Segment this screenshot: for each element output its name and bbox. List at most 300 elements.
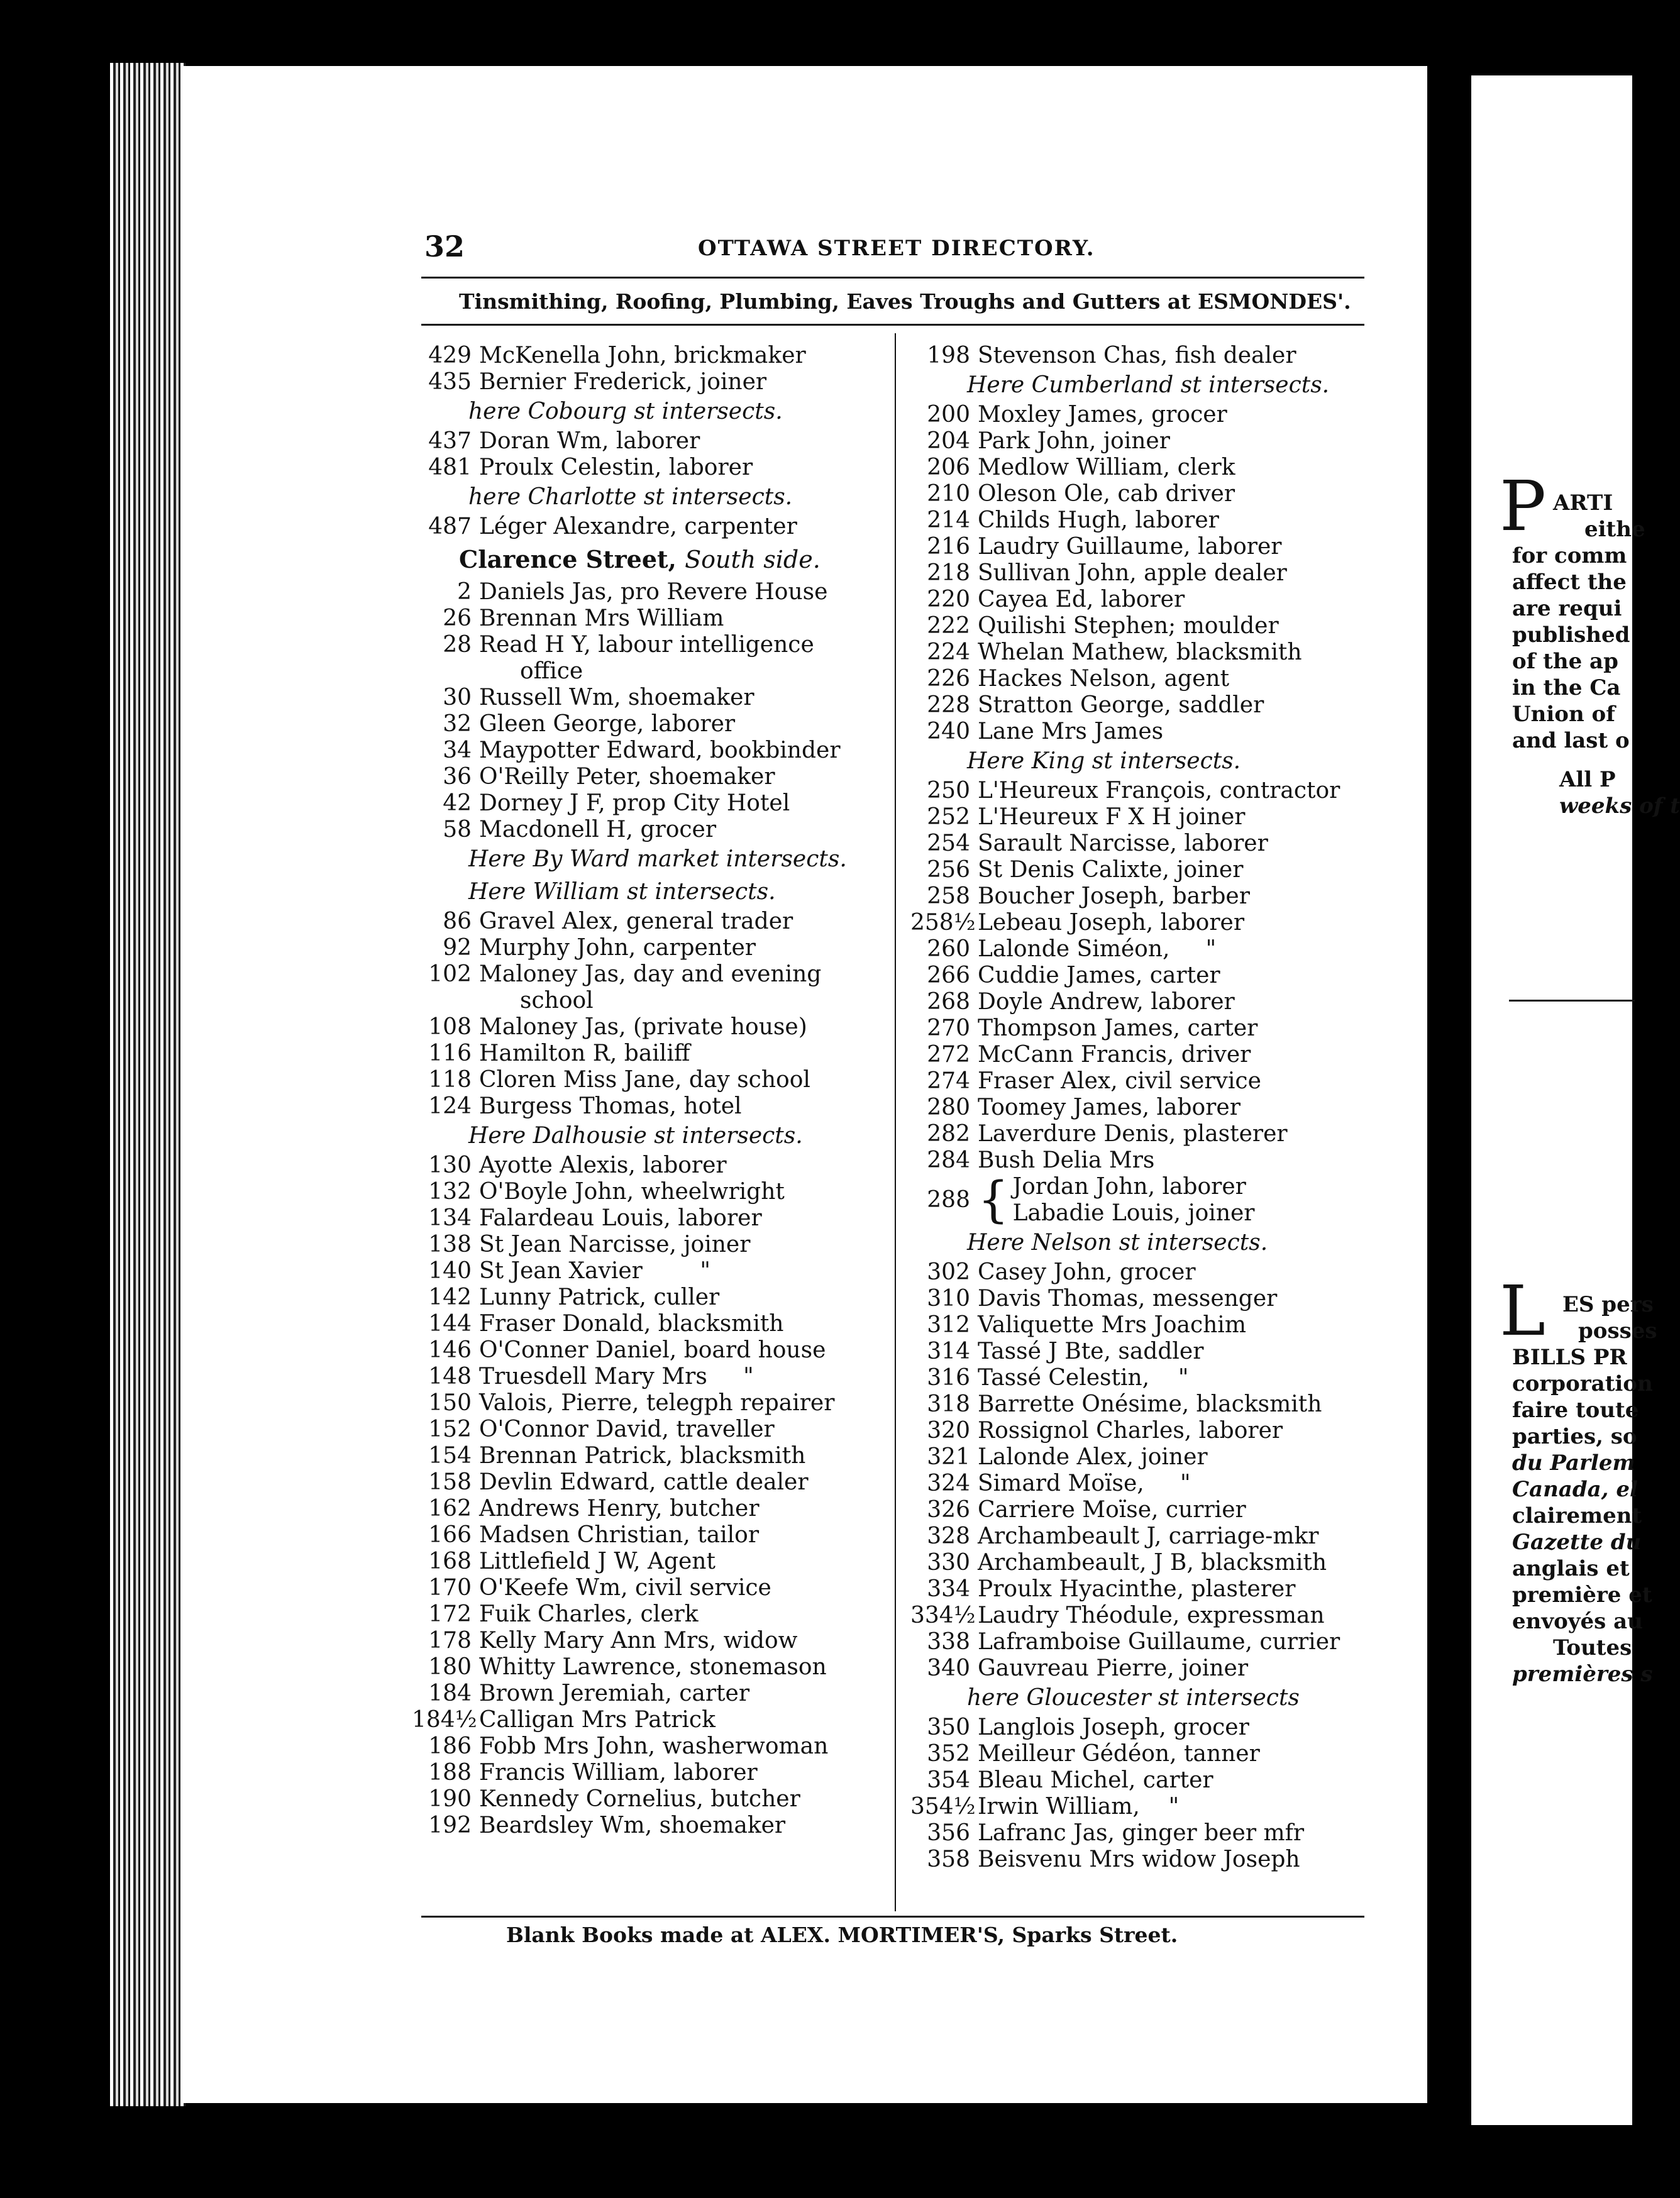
entry-text: Whitty Lawrence, stonemason — [479, 1654, 827, 1680]
entry-text: Laverdure Denis, plasterer — [978, 1121, 1288, 1147]
adjacent-text-line: faire toute — [1512, 1398, 1639, 1423]
directory-entry — [412, 455, 890, 481]
entry-text: Lalonde Alex, joiner — [978, 1444, 1208, 1470]
adjacent-text-line: Gazette du — [1512, 1530, 1642, 1555]
entry-number: 350 — [927, 1715, 970, 1740]
adjacent-text-line: envoyés au — [1512, 1609, 1643, 1634]
entry-number: 284 — [927, 1147, 970, 1173]
directory-entry — [910, 778, 1363, 804]
directory-entry — [412, 1014, 890, 1041]
entry-text: Doran Wm, laborer — [479, 428, 700, 454]
directory-entry — [412, 1337, 890, 1364]
adjacent-page — [1471, 75, 1680, 2125]
entry-text: Thompson James, carter — [978, 1015, 1258, 1041]
entry-number: 204 — [927, 428, 970, 454]
entry-text: Maloney Jas, (private house) — [479, 1014, 807, 1040]
entry-text: Davis Thomas, messenger — [978, 1286, 1278, 1312]
entry-number: 28 — [443, 632, 472, 658]
entry-number: 352 — [927, 1741, 970, 1767]
entry-number: 132 — [428, 1179, 472, 1205]
entry-text: O'Conner Daniel, board house — [479, 1337, 826, 1363]
adjacent-text-line: weeks of t — [1559, 793, 1680, 819]
entry-number: 270 — [927, 1015, 970, 1041]
entry-number: 328 — [927, 1523, 970, 1549]
entry-number: 180 — [428, 1654, 472, 1680]
entry-text: Cuddie James, carter — [978, 963, 1220, 988]
entry-text: Gleen George, laborer — [479, 711, 736, 737]
entry-number: 216 — [927, 534, 970, 560]
entry-number: 280 — [927, 1095, 970, 1120]
entry-text: Russell Wm, shoemaker — [479, 685, 754, 710]
entry-text: Boucher Joseph, barber — [978, 883, 1250, 909]
entry-number: 224 — [927, 639, 970, 665]
entry-text: McKenella John, brickmaker — [479, 343, 806, 368]
entry-number: 116 — [428, 1041, 472, 1066]
entry-number: 321 — [927, 1444, 970, 1470]
directory-entry — [412, 1469, 890, 1496]
entry-number: 58 — [443, 817, 472, 842]
entry-text: Quilishi Stephen; moulder — [978, 613, 1279, 639]
directory-entry — [412, 1522, 890, 1549]
street-side: South side. — [685, 546, 821, 573]
directory-entry — [412, 1733, 890, 1760]
entry-text: Proulx Celestin, laborer — [479, 455, 753, 480]
entry-text: Littlefield J W, Agent — [479, 1549, 716, 1574]
adjacent-text-line: eithe — [1584, 517, 1645, 542]
brace-glyph: { — [978, 1172, 1009, 1229]
cross-street-note: Here William st intersects. — [468, 879, 776, 905]
entry-text: Calligan Mrs Patrick — [479, 1707, 716, 1733]
entry-number: 356 — [927, 1820, 970, 1846]
entry-text: Casey John, grocer — [978, 1259, 1196, 1285]
entry-text: Cloren Miss Jane, day school — [479, 1067, 810, 1093]
adjacent-text-line: ES pers — [1562, 1292, 1654, 1317]
entry-text: Beisvenu Mrs widow Joseph — [978, 1847, 1300, 1872]
directory-entry — [910, 1365, 1363, 1391]
directory-entry — [910, 560, 1363, 587]
directory-entry — [412, 1760, 890, 1786]
entry-number: 188 — [428, 1760, 472, 1786]
directory-entry — [910, 507, 1363, 534]
entry-text: Fraser Alex, civil service — [978, 1068, 1261, 1094]
adjacent-text-line: anglais et — [1512, 1556, 1630, 1581]
directory-entry — [412, 790, 890, 817]
entry-number: 330 — [927, 1550, 970, 1576]
directory-entry — [910, 1418, 1363, 1444]
adjacent-text-line: for comm — [1512, 543, 1627, 568]
directory-entry — [910, 402, 1363, 428]
directory-entry — [412, 579, 890, 605]
entry-number: 190 — [428, 1786, 472, 1812]
entry-text: Simard Moïse, " — [978, 1471, 1191, 1496]
adjacent-text-line: clairement — [1512, 1503, 1642, 1528]
directory-entry — [412, 1681, 890, 1707]
entry-text: Bleau Michel, carter — [978, 1767, 1213, 1793]
entry-text: Rossignol Charles, laborer — [978, 1418, 1283, 1444]
cross-street-note: here Gloucester st intersects — [967, 1685, 1300, 1711]
entry-number: 154 — [428, 1443, 472, 1469]
directory-entry — [910, 1523, 1363, 1550]
directory-entry — [412, 1364, 890, 1390]
footer-rule — [421, 1916, 1364, 1918]
entry-text: Proulx Hyacinthe, plasterer — [978, 1576, 1296, 1602]
directory-entry — [910, 910, 1363, 936]
entry-text: Laframboise Guillaume, currier — [978, 1629, 1340, 1655]
entry-text: Fuik Charles, clerk — [479, 1601, 699, 1627]
cross-street-note: Here Nelson st intersects. — [967, 1230, 1268, 1256]
entry-text: Lunny Patrick, culler — [479, 1284, 720, 1310]
right-column — [910, 343, 1363, 1873]
directory-entry — [412, 1067, 890, 1093]
entry-number: 226 — [927, 666, 970, 692]
directory-entry — [910, 587, 1363, 613]
directory-entry — [910, 1312, 1363, 1339]
directory-entry — [412, 605, 890, 632]
entry-text: Brown Jeremiah, carter — [479, 1681, 750, 1706]
entry-number: 140 — [428, 1258, 472, 1284]
brace-lines — [1013, 1174, 1255, 1227]
entry-number: 2 — [457, 579, 472, 605]
directory-entry — [910, 1603, 1363, 1629]
entry-number: 152 — [428, 1417, 472, 1442]
cross-street-note: Here Dalhousie st intersects. — [468, 1123, 803, 1149]
entry-number: 358 — [927, 1847, 970, 1872]
entry-number: 266 — [927, 963, 970, 988]
entry-number: 274 — [927, 1068, 970, 1094]
entry-number: 34 — [443, 737, 472, 763]
directory-entry — [412, 343, 890, 369]
directory-entry — [910, 1794, 1363, 1820]
directory-entry — [910, 1068, 1363, 1095]
adjacent-text-line: Toutes — [1553, 1635, 1632, 1660]
directory-entry — [910, 1095, 1363, 1121]
entry-text: Oleson Ole, cab driver — [978, 481, 1235, 507]
adjacent-text-line: première et — [1512, 1582, 1652, 1608]
entry-text: Moxley James, grocer — [978, 402, 1227, 428]
entry-number: 86 — [443, 908, 472, 934]
brace-line: Jordan John, laborer — [1012, 1174, 1246, 1200]
directory-entry — [910, 455, 1363, 481]
entry-text: Hamilton R, bailiff — [479, 1041, 690, 1066]
entry-text: Beardsley Wm, shoemaker — [479, 1813, 786, 1838]
directory-entry — [412, 1813, 890, 1839]
adjacent-text-line: posses — [1578, 1318, 1657, 1344]
adjacent-text-line: published — [1512, 622, 1630, 648]
entry-number: 108 — [428, 1014, 472, 1040]
directory-entry — [910, 613, 1363, 639]
directory-entry — [910, 639, 1363, 666]
adjacent-text-line: affect the — [1512, 570, 1627, 595]
directory-entry — [412, 1496, 890, 1522]
entry-text: St Jean Narcisse, joiner — [479, 1232, 751, 1257]
entry-text: Truesdell Mary Mrs " — [479, 1364, 754, 1389]
entry-number: 102 — [428, 961, 472, 987]
entry-number: 168 — [428, 1549, 472, 1574]
adjacent-text-line: of the ap — [1512, 649, 1618, 674]
entry-number: 42 — [443, 790, 472, 816]
entry-number: 268 — [927, 989, 970, 1015]
entry-number: 36 — [443, 764, 472, 790]
directory-entry — [910, 831, 1363, 857]
entry-number: 302 — [927, 1259, 970, 1285]
directory-entry — [910, 1497, 1363, 1523]
entry-number: 162 — [428, 1496, 472, 1521]
entry-text: Irwin William, " — [978, 1794, 1180, 1820]
entry-text: Langlois Joseph, grocer — [978, 1715, 1249, 1740]
directory-entry — [412, 1786, 890, 1813]
directory-entry — [412, 1205, 890, 1232]
directory-entry — [412, 1575, 890, 1601]
entry-text: Sullivan John, apple dealer — [978, 560, 1287, 586]
directory-entry — [910, 719, 1363, 745]
directory-entry — [910, 936, 1363, 963]
entry-number: 326 — [927, 1497, 970, 1523]
entry-number: 118 — [428, 1067, 472, 1093]
entry-number: 184½ — [412, 1707, 477, 1733]
entry-number: 198 — [927, 343, 970, 368]
directory-entry — [412, 711, 890, 737]
cross-street-note: Here By Ward market intersects. — [468, 846, 847, 872]
entry-text: Cayea Ed, laborer — [978, 587, 1185, 612]
entry-number: 252 — [927, 804, 970, 830]
directory-entry — [412, 961, 890, 988]
entry-text: Lalonde Siméon, " — [978, 936, 1217, 962]
entry-number: 340 — [927, 1655, 970, 1681]
entry-text: Lafranc Jas, ginger beer mfr — [978, 1820, 1305, 1846]
directory-entry — [910, 804, 1363, 831]
street-name: Clarence Street, — [459, 545, 685, 573]
entry-text: Gauvreau Pierre, joiner — [978, 1655, 1249, 1681]
directory-entry — [910, 343, 1363, 369]
adjacent-text-line: corporation — [1512, 1371, 1653, 1396]
entry-number: 32 — [443, 711, 472, 737]
entry-text: Valois, Pierre, telegph repairer — [479, 1390, 835, 1416]
directory-entry — [412, 632, 890, 658]
directory-entry — [412, 1093, 890, 1120]
entry-number: 220 — [927, 587, 970, 612]
entry-text: Childs Hugh, laborer — [978, 507, 1219, 533]
entry-text: Madsen Christian, tailor — [479, 1522, 760, 1548]
directory-entry — [910, 692, 1363, 719]
adjacent-text-line: du Parlem — [1512, 1450, 1635, 1476]
entry-number: 210 — [927, 481, 970, 507]
entry-number: 172 — [428, 1601, 472, 1627]
entry-text: Falardeau Louis, laborer — [479, 1205, 762, 1231]
entry-number: 170 — [428, 1575, 472, 1601]
entry-number: 146 — [428, 1337, 472, 1363]
entry-number: 272 — [927, 1042, 970, 1068]
entry-text: Andrews Henry, butcher — [479, 1496, 760, 1521]
entry-text: Read H Y, labour intelligence — [479, 632, 814, 658]
directory-entry — [910, 1042, 1363, 1068]
directory-entry — [910, 883, 1363, 910]
directory-entry — [910, 1741, 1363, 1767]
directory-entry — [412, 1390, 890, 1417]
directory-entry — [910, 428, 1363, 455]
directory-entry — [412, 1549, 890, 1575]
directory-entry — [910, 1629, 1363, 1655]
entry-text: Lebeau Joseph, laborer — [978, 910, 1245, 936]
footer-advert: Blank Books made at ALEX. MORTIMER'S, Sparks Street. — [506, 1923, 1178, 1947]
entry-text: Laudry Théodule, expressman — [978, 1603, 1325, 1628]
column-divider — [895, 333, 896, 1911]
directory-entry — [910, 989, 1363, 1015]
entry-number: 312 — [927, 1312, 970, 1338]
directory-entry — [910, 534, 1363, 560]
entry-text: Tassé Celestin, " — [978, 1365, 1189, 1391]
entry-number: 334 — [927, 1576, 970, 1602]
entry-number: 138 — [428, 1232, 472, 1257]
cross-street-note: Here Cumberland st intersects. — [967, 372, 1330, 398]
entry-text: Maypotter Edward, bookbinder — [479, 737, 841, 763]
entry-number: 158 — [428, 1469, 472, 1495]
entry-text: Whelan Mathew, blacksmith — [978, 639, 1302, 665]
page-title: OTTAWA STREET DIRECTORY. — [698, 236, 1095, 261]
entry-text: Carriere Moïse, currier — [978, 1497, 1246, 1523]
directory-entry — [910, 1391, 1363, 1418]
entry-number: 288 — [927, 1187, 970, 1213]
entry-number: 258 — [927, 883, 970, 909]
entry-text: Laudry Guillaume, laborer — [978, 534, 1282, 560]
entry-text: Doyle Andrew, laborer — [978, 989, 1235, 1015]
entry-text: Murphy John, carpenter — [479, 935, 756, 961]
directory-entry — [412, 1417, 890, 1443]
directory-entry — [910, 481, 1363, 507]
directory-entry — [910, 1286, 1363, 1312]
entry-text: Bernier Frederick, joiner — [479, 369, 767, 395]
directory-entry — [412, 1041, 890, 1067]
entry-number: 124 — [428, 1093, 472, 1119]
adjacent-text-line: premières s — [1512, 1662, 1653, 1687]
entry-text: Hackes Nelson, agent — [978, 666, 1230, 692]
entry-text: O'Keefe Wm, civil service — [479, 1575, 771, 1601]
entry-number: 186 — [428, 1733, 472, 1759]
brace-entry — [910, 1174, 1363, 1227]
entry-number: 150 — [428, 1390, 472, 1416]
entry-text: Brennan Patrick, blacksmith — [479, 1443, 806, 1469]
entry-text: Fraser Donald, blacksmith — [479, 1311, 784, 1337]
entry-number: 92 — [443, 935, 472, 961]
directory-entry — [910, 1444, 1363, 1471]
cross-street-note: Here King st intersects. — [967, 748, 1241, 774]
entry-number: 338 — [927, 1629, 970, 1655]
directory-entry — [910, 1339, 1363, 1365]
entry-number: 134 — [428, 1205, 472, 1231]
entry-text: Maloney Jas, day and evening — [479, 961, 822, 987]
entry-text: Dorney J F, prop City Hotel — [479, 790, 790, 816]
directory-entry — [910, 1147, 1363, 1174]
adjacent-text-line: and last o — [1512, 728, 1630, 753]
directory-entry — [412, 514, 890, 540]
entry-number: 487 — [428, 514, 472, 539]
entry-text: Park John, joiner — [978, 428, 1170, 454]
directory-entry — [412, 1628, 890, 1654]
adjacent-rule — [1509, 1000, 1635, 1002]
directory-entry — [910, 666, 1363, 692]
entry-number: 258½ — [910, 910, 976, 936]
directory-entry — [910, 1471, 1363, 1497]
entry-text: Barrette Onésime, blacksmith — [978, 1391, 1322, 1417]
entry-number: 206 — [927, 455, 970, 480]
directory-entry — [910, 1550, 1363, 1576]
directory-entry — [910, 1259, 1363, 1286]
directory-entry — [412, 764, 890, 790]
entry-text: L'Heureux François, contractor — [978, 778, 1340, 804]
directory-entry — [412, 1601, 890, 1628]
entry-number: 316 — [927, 1365, 970, 1391]
entry-text: Medlow William, clerk — [978, 455, 1235, 480]
entry-number: 354½ — [910, 1794, 976, 1820]
entry-text: Lane Mrs James — [978, 719, 1164, 744]
adjacent-text-line: in the Ca — [1512, 675, 1621, 700]
entry-text: Valiquette Mrs Joachim — [978, 1312, 1246, 1338]
entry-number: 320 — [927, 1418, 970, 1444]
entry-text: Léger Alexandre, carpenter — [479, 514, 797, 539]
directory-entry — [412, 1311, 890, 1337]
entry-number: 222 — [927, 613, 970, 639]
directory-entry — [412, 737, 890, 764]
entry-text: Tassé J Bte, saddler — [978, 1339, 1204, 1364]
page-number: 32 — [424, 229, 465, 263]
entry-number: 318 — [927, 1391, 970, 1417]
brace-line: Labadie Louis, joiner — [1012, 1200, 1255, 1226]
entry-text: Fobb Mrs John, washerwoman — [479, 1733, 829, 1759]
directory-entry — [412, 428, 890, 455]
directory-entry — [412, 1152, 890, 1179]
entry-text: Meilleur Gédéon, tanner — [978, 1741, 1260, 1767]
adjacent-text-line: are requi — [1512, 596, 1622, 621]
adjacent-text-line: parties, so — [1512, 1424, 1637, 1449]
entry-continuation: office — [520, 658, 583, 684]
entry-text: Burgess Thomas, hotel — [479, 1093, 742, 1119]
entry-text: Devlin Edward, cattle dealer — [479, 1469, 809, 1495]
entry-number: 437 — [428, 428, 472, 454]
entry-number: 142 — [428, 1284, 472, 1310]
directory-entry — [412, 1707, 890, 1733]
directory-entry — [910, 1655, 1363, 1682]
entry-text: Kelly Mary Ann Mrs, widow — [479, 1628, 798, 1654]
directory-entry — [910, 1715, 1363, 1741]
book-page-edges — [110, 63, 185, 2106]
entry-text: Sarault Narcisse, laborer — [978, 831, 1268, 856]
cross-street-note: here Cobourg st intersects. — [468, 399, 783, 424]
entry-number: 250 — [927, 778, 970, 804]
entry-text: Ayotte Alexis, laborer — [479, 1152, 727, 1178]
directory-entry — [412, 935, 890, 961]
entry-text: O'Connor David, traveller — [479, 1417, 775, 1442]
entry-text: Archambeault J, carriage-mkr — [978, 1523, 1319, 1549]
entry-number: 260 — [927, 936, 970, 962]
entry-number: 314 — [927, 1339, 970, 1364]
entry-text: Brennan Mrs William — [479, 605, 724, 631]
adjacent-text-line: Union of — [1512, 702, 1615, 727]
header-rule — [421, 277, 1364, 279]
entry-text: Kennedy Cornelius, butcher — [479, 1786, 800, 1812]
entry-number: 324 — [927, 1471, 970, 1496]
directory-entry — [412, 817, 890, 843]
entry-number: 435 — [428, 369, 472, 395]
entry-text: Daniels Jas, pro Revere House — [479, 579, 828, 605]
adjacent-text-line: ARTI — [1553, 490, 1613, 516]
entry-text: O'Boyle John, wheelwright — [479, 1179, 785, 1205]
entry-text: Macdonell H, grocer — [479, 817, 717, 842]
entry-number: 218 — [927, 560, 970, 586]
directory-entry — [910, 1121, 1363, 1147]
entry-number: 240 — [927, 719, 970, 744]
adjacent-text-line: Canada, el — [1512, 1477, 1638, 1502]
entry-continuation: school — [520, 988, 594, 1013]
directory-entry — [910, 857, 1363, 883]
